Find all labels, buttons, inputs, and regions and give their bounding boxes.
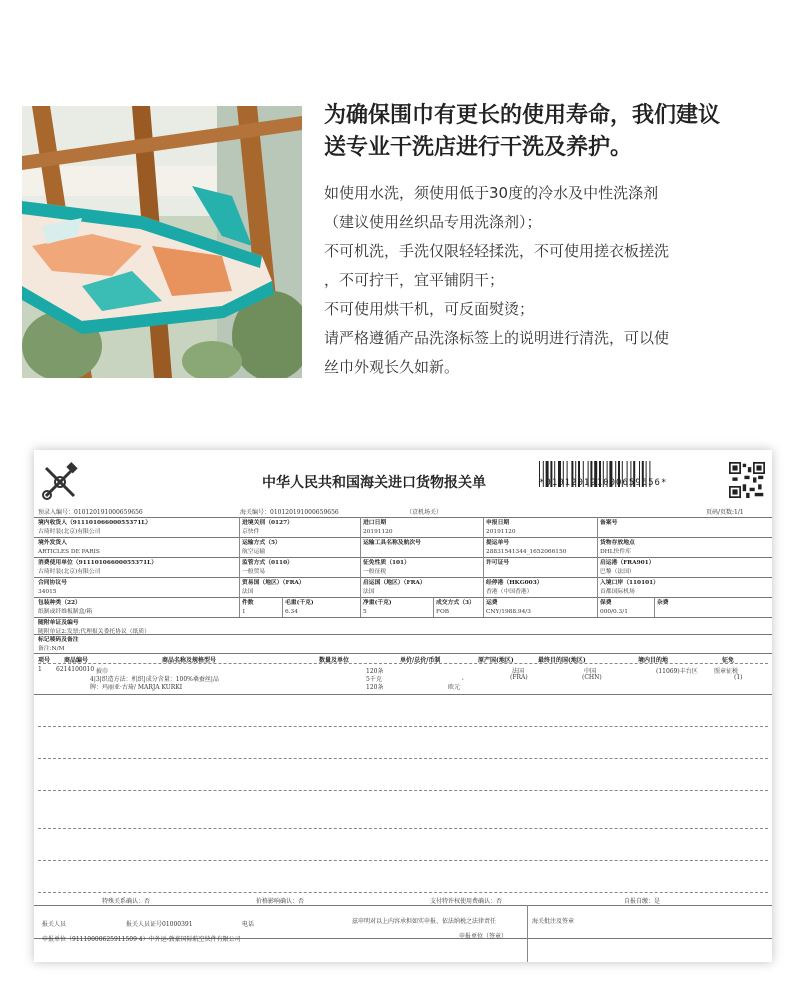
item-exemption-code: (1): [734, 674, 743, 681]
pieces-field: 件数 1: [242, 600, 254, 615]
item-header-domestic: 境内目的地: [638, 657, 669, 664]
supervision-mode-field: 监管方式（0110） 一般贸易: [242, 560, 293, 575]
royalty-confirm: 支付特许权使用费确认：否: [430, 898, 503, 905]
gross-weight-field: 毛重(千克) 6.34: [285, 600, 314, 615]
customs-place: （京机场关）: [406, 509, 443, 516]
trade-country-field: 贸易国（地区）（FRA） 法国: [242, 580, 305, 595]
care-line: 请严格遵循产品洗涤标签上的说明进行清洗，可以使: [324, 329, 670, 347]
attached-docs-field: 随附单证及编号 随附单证2:发票;代理报关委托协议（纸质）: [38, 620, 150, 635]
care-line: （建议使用丝织品专用洗涤剂）；: [324, 213, 542, 231]
origin-country-field: 启运国（地区）（FRA） 法国: [363, 580, 426, 595]
item-header-origin: 原产国(地区): [478, 657, 514, 664]
levy-nature-field: 征免性质（101） 一般征税: [363, 560, 410, 575]
declaring-seal: 申报单位（签章）: [459, 933, 508, 940]
item-origin: 法国: [512, 668, 525, 675]
consumer-unit-field: 消费使用单位（91110106600055371L） 古琦时装(北京)有限公司: [38, 560, 158, 575]
bill-of-lading-field: 提运单号 28831541344_1652066150: [486, 540, 567, 555]
qr-code-icon: [729, 462, 765, 498]
care-instructions: [324, 179, 764, 382]
customs-emblem-icon: [40, 462, 80, 502]
declaring-unit: 申报单位（91110000625911509 4）中外运-敦豪国际航空快件有限公司: [42, 936, 241, 943]
legal-statement: 兹申明对以上内容承担如实申报、依法纳税之法律责任: [352, 918, 497, 925]
misc-fee-field: 杂费: [657, 600, 669, 606]
declarant-cert: 报关人员证号01000391: [126, 921, 193, 928]
item-header-no: 项号: [38, 657, 51, 664]
marks-field: 标记唛码及备注 备注:N/M: [38, 637, 79, 652]
item-dest-code: (CHN): [582, 674, 602, 681]
deal-mode-field: 成交方式（3） FOB: [436, 600, 475, 615]
scarf-photo: [22, 106, 302, 378]
pre-entry-number: 预录入编号：010120191000659656: [38, 509, 143, 516]
care-title-line-2: 送专业干洗店进行干洗及养护。: [324, 135, 633, 160]
declarant-label: 报关人员: [42, 921, 67, 928]
price-impact-confirm: 价格影响确认：否: [256, 898, 305, 905]
vessel-field: 运输工具名称及航次号: [363, 540, 421, 546]
care-line: 不可机洗，手洗仅限轻轻揉洗，不可使用搓衣板搓洗: [324, 242, 670, 260]
declaration-date-field: 申报日期 20191120: [486, 520, 516, 535]
special-relation-confirm: 特殊关系确认：否: [102, 898, 151, 905]
self-report: 自报自缴：是: [624, 898, 661, 905]
item-header-dest: 最终目的国(地区): [538, 657, 586, 664]
item-exemption: 照章征税: [714, 668, 739, 675]
record-number-field: 备案号: [600, 520, 618, 526]
stopover-port-field: 经停港（HKG003） 香港（中国香港）: [486, 580, 543, 595]
insurance-field: 保费 000/0.3/1: [600, 600, 628, 615]
item-price-separator: ,: [462, 674, 464, 681]
contract-field: 合同协议号 34015: [38, 580, 67, 595]
item-currency: 欧元: [448, 684, 461, 691]
item-dest: 中国: [584, 668, 597, 675]
item-qty-1: 120条: [366, 668, 384, 675]
import-date-field: 进口日期 20191120: [363, 520, 393, 535]
item-brand: 牌：玛丽亚·古琦/ MARJA KURKI: [90, 684, 183, 691]
item-header-code: 商品编号: [64, 657, 89, 664]
declaration-title: 中华人民共和国海关进口货物报关单: [262, 475, 486, 491]
page-count: 页码/页数:1/1: [706, 509, 744, 516]
entry-port-field: 入境口岸（110101） 首都国际机场: [600, 580, 659, 595]
package-type-field: 包装种类（22） 纸制或纤维板制盒/箱: [38, 600, 93, 615]
customs-declaration: [34, 450, 772, 962]
freight-field: 运费 CNY/1988.94/3: [486, 600, 531, 615]
item-origin-code: (FRA): [510, 674, 528, 681]
customs-notes: 海关批注及签章: [532, 918, 575, 925]
net-weight-field: 净重(千克) 5: [363, 600, 392, 615]
item-no: 1: [38, 666, 42, 673]
item-domestic: (11069)丰台区: [656, 668, 698, 675]
care-title-line-1: 为确保围巾有更长的使用寿命，我们建议: [324, 103, 721, 128]
transport-mode-field: 运输方式（5） 航空运输: [242, 540, 281, 555]
item-spec: 4|3|织造方法：机织|成分含量：100%桑蚕丝|品: [90, 676, 219, 683]
item-code: 6214100010: [56, 666, 95, 673]
item-qty-3: 120条: [366, 684, 384, 691]
care-title: [324, 100, 764, 164]
item-header-exemption: 征免: [722, 657, 735, 664]
storage-location-field: 货物存放地点 DHL快件库: [600, 540, 635, 555]
care-line: 不可使用烘干机，可反面熨烫；: [324, 300, 535, 318]
care-line: 丝巾外观长久如新。: [324, 358, 460, 376]
care-line: ，不可拧干，宜平铺阴干；: [324, 271, 505, 289]
departure-port-field: 启运港（FRA901） 巴黎（法国）: [600, 560, 655, 575]
item-qty-2: 5千克: [366, 676, 382, 683]
phone-label: 电话: [242, 921, 255, 928]
item-header-price: 单价/总价/币制: [400, 657, 441, 664]
barcode-number: *010120191000659656*: [539, 478, 668, 488]
license-field: 许可证号: [486, 560, 510, 566]
shipper-field: 境外发货人 ARTICLES DE PARIS: [38, 540, 100, 555]
consignee-field: 境内收货人（91110106600055371L） 古琦时装(北京)有限公司: [38, 520, 152, 535]
entry-customs-field: 进境关别（0127） 京快件: [242, 520, 293, 535]
customs-number: 海关编号：010120191000659656: [240, 509, 339, 516]
item-header-name: 商品名称及规格型号: [162, 657, 217, 664]
item-header-qty: 数量及单位: [319, 657, 350, 664]
item-name: 披巾: [96, 668, 109, 675]
care-line: 如使用水洗，须使用低于30度的冷水及中性洗涤剂: [324, 184, 659, 202]
